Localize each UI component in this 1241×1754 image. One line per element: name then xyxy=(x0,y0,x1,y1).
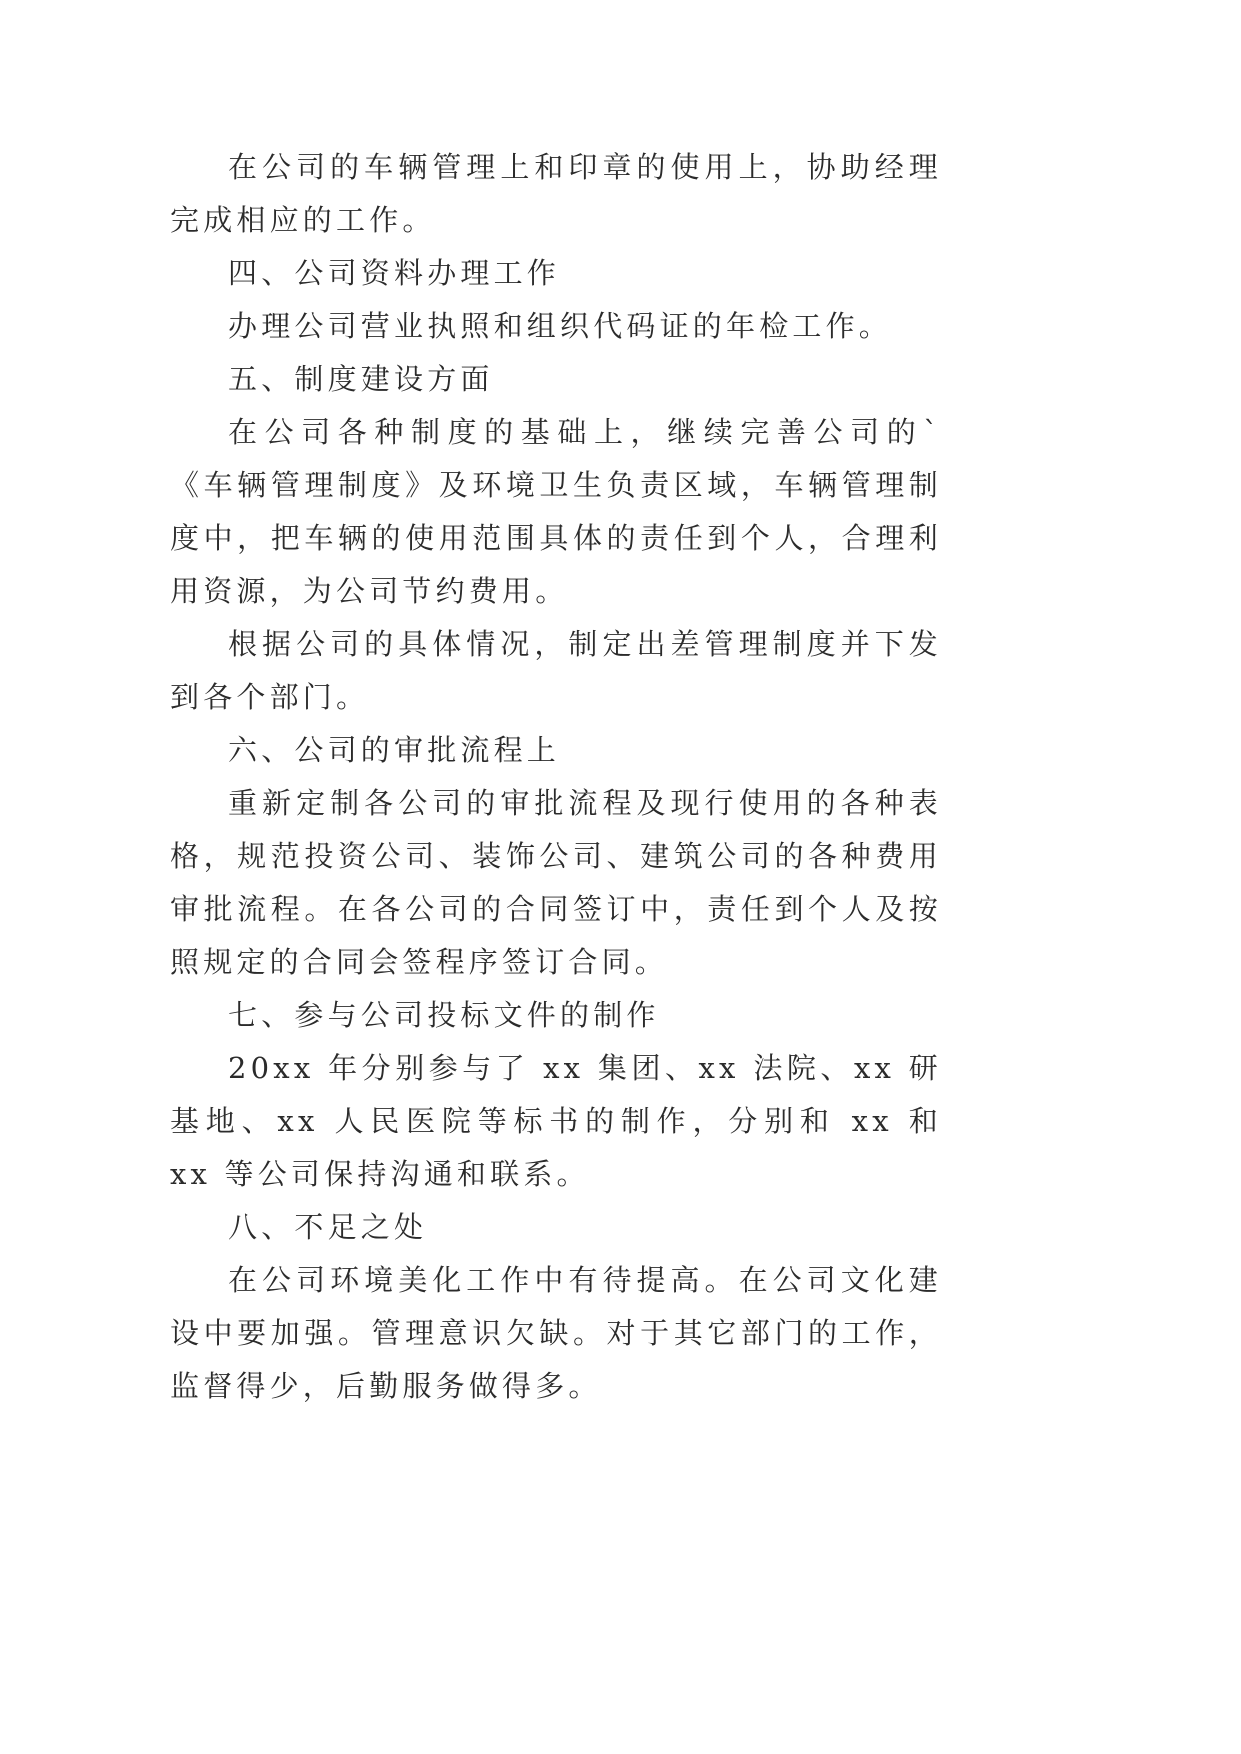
heading-system-construction: 五、制度建设方面 xyxy=(228,362,494,396)
paragraph-travel-management: 根据公司的具体情况，制定出差管理制度并下发到各个部门。 xyxy=(170,627,942,714)
paragraph-bidding-documents: 20xx 年分别参与了 xx 集团、xx 法院、xx 研基地、xx 人民医院等标书的制作，分别和 xx 和 xx 等公司保持沟通和联系。 xyxy=(170,1051,942,1191)
heading-bidding-documents: 七、参与公司投标文件的制作 xyxy=(228,998,660,1032)
heading-approval-process: 六、公司的审批流程上 xyxy=(228,733,561,767)
heading-company-documents: 四、公司资料办理工作 xyxy=(228,256,561,290)
paragraph-vehicle-seal: 在公司的车辆管理上和印章的使用上，协助经理完成相应的工作。 xyxy=(170,150,942,237)
heading-shortcomings: 八、不足之处 xyxy=(228,1210,428,1244)
paragraph-license-inspection: 办理公司营业执照和组织代码证的年检工作。 xyxy=(228,309,893,343)
document-body xyxy=(170,141,942,1413)
paragraph-shortcomings: 在公司环境美化工作中有待提高。在公司文化建设中要加强。管理意识欠缺。对于其它部门的工作，监督得少，后勤服务做得多。 xyxy=(170,1263,942,1403)
paragraph-vehicle-management: 在公司各种制度的基础上，继续完善公司的`《车辆管理制度》及环境卫生负责区域，车辆管理制度中，把车辆的使用范围具体的责任到个人，合理利用资源，为公司节约费用。 xyxy=(170,415,942,608)
paragraph-approval-process: 重新定制各公司的审批流程及现行使用的各种表格，规范投资公司、装饰公司、建筑公司的各种费用审批流程。在各公司的合同签订中，责任到个人及按照规定的合同会签程序签订合同。 xyxy=(170,786,942,979)
